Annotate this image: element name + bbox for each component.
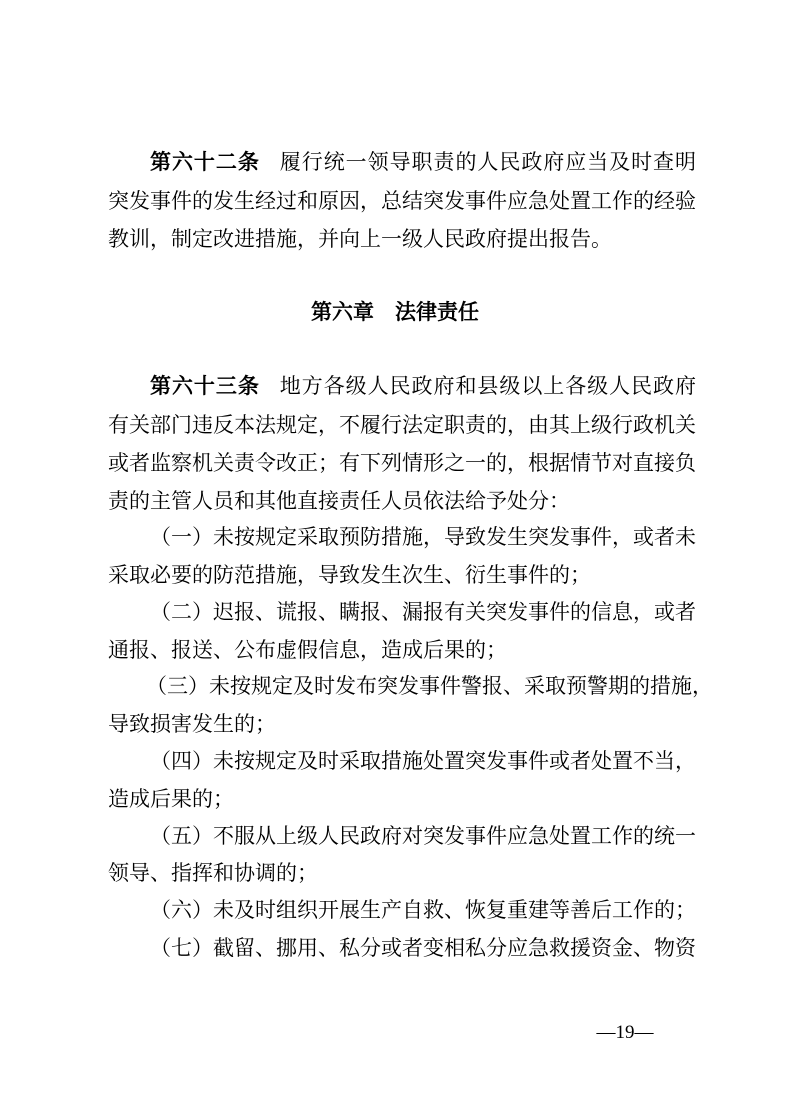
article-62-label: 第六十二条	[150, 150, 260, 174]
item-1-line-1: （一）未按规定采取预防措施，导致发生突发事件，或者未	[150, 525, 696, 549]
article-62-line-2: 突发事件的发生经过和原因，总结突发事件应急处置工作的经验	[108, 189, 696, 213]
item-6-line-1: （六）未及时组织开展生产自救、恢复重建等善后工作的；	[150, 898, 696, 922]
chapter-heading: 第六章 法律责任	[311, 300, 479, 324]
article-62-text-1: 履行统一领导职责的人民政府应当及时查明	[279, 150, 697, 174]
article-63-line-4: 责的主管人员和其他直接责任人员依法给予处分：	[108, 489, 570, 513]
page-number: —19—	[596, 1022, 654, 1043]
item-4-line-2: 造成后果的；	[108, 787, 234, 811]
item-5-line-1: （五）不服从上级人民政府对突发事件应急处置工作的统一	[150, 824, 696, 848]
item-4-line-1: （四）未按规定及时采取措施处置突发事件或者处置不当，	[150, 749, 696, 773]
article-63-line-1	[150, 366, 696, 406]
item-3-line-2: 导致损害发生的；	[108, 712, 276, 736]
article-63-label: 第六十三条	[150, 374, 260, 398]
article-62-line-1	[150, 142, 696, 182]
article-63-line-3: 或者监察机关责令改正；有下列情形之一的，根据情节对直接负	[108, 451, 696, 475]
article-63-line-2: 有关部门违反本法规定，不履行法定职责的，由其上级行政机关	[108, 413, 696, 437]
item-1-line-2: 采取必要的防范措施，导致发生次生、衍生事件的；	[108, 563, 591, 587]
item-2-line-2: 通报、报送、公布虚假信息，造成后果的；	[108, 638, 507, 662]
item-7-line-1: （七）截留、挪用、私分或者变相私分应急救援资金、物资	[150, 936, 696, 960]
item-5-line-2: 领导、指挥和协调的；	[108, 861, 318, 885]
item-2-line-1: （二）迟报、谎报、瞒报、漏报有关突发事件的信息，或者	[150, 600, 696, 624]
article-62-line-3: 教训，制定改进措施，并向上一级人民政府提出报告。	[108, 227, 612, 251]
item-3-line-1: （三）未按规定及时发布突发事件警报、采取预警期的措施，	[146, 674, 713, 698]
article-63-text-1: 地方各级人民政府和县级以上各级人民政府	[279, 374, 697, 398]
